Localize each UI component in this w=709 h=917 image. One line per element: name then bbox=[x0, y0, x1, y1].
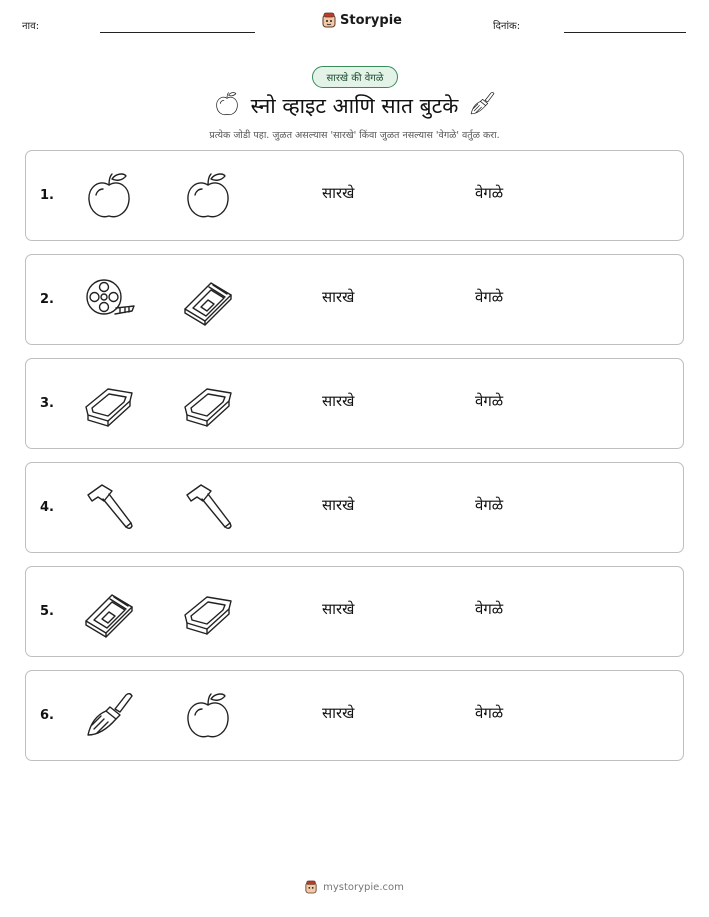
name-line[interactable] bbox=[100, 32, 255, 33]
same-option[interactable]: सारखे bbox=[322, 288, 355, 306]
coffin-icon bbox=[181, 377, 235, 431]
apple-icon bbox=[181, 689, 235, 743]
different-option[interactable]: वेगळे bbox=[475, 288, 504, 306]
question-row-2 bbox=[25, 254, 684, 345]
title-apple-icon bbox=[213, 90, 241, 122]
apple-icon bbox=[181, 169, 235, 223]
page-title: स्नो व्हाइट आणि सात बुटके bbox=[250, 94, 459, 118]
different-option[interactable]: वेगळे bbox=[475, 704, 504, 722]
question-row-3 bbox=[25, 358, 684, 449]
apple-icon bbox=[82, 169, 136, 223]
storypie-mascot-icon bbox=[322, 12, 336, 28]
row-number: 2. bbox=[40, 292, 54, 307]
same-option[interactable]: सारखे bbox=[322, 600, 355, 618]
question-row-6 bbox=[25, 670, 684, 761]
name-label: नाव: bbox=[22, 21, 40, 32]
instructions: प्रत्येक जोडी पहा. जुळत असल्यास 'सारखे' किंवा जुळत नसल्यास 'वेगळे' वर्तुळ करा. bbox=[209, 130, 500, 141]
question-row-4 bbox=[25, 462, 684, 553]
title-brush-icon bbox=[468, 90, 496, 122]
title-row bbox=[0, 90, 709, 122]
same-option[interactable]: सारखे bbox=[322, 496, 355, 514]
footer-url: mystorypie.com bbox=[323, 881, 404, 893]
row-number: 3. bbox=[40, 396, 54, 411]
brand-name: Storypie bbox=[340, 12, 402, 28]
date-label: दिनांक: bbox=[493, 21, 521, 32]
same-option[interactable]: सारखे bbox=[322, 392, 355, 410]
coffin-icon bbox=[181, 585, 235, 639]
question-row-5 bbox=[25, 566, 684, 657]
same-option[interactable]: सारखे bbox=[322, 704, 355, 722]
hammer-icon bbox=[82, 481, 136, 535]
different-option[interactable]: वेगळे bbox=[475, 496, 504, 514]
different-option[interactable]: वेगळे bbox=[475, 184, 504, 202]
coffin-icon bbox=[82, 377, 136, 431]
mousetrap-icon bbox=[82, 585, 136, 639]
hammer-icon bbox=[181, 481, 235, 535]
question-row-1 bbox=[25, 150, 684, 241]
different-option[interactable]: वेगळे bbox=[475, 392, 504, 410]
row-number: 4. bbox=[40, 500, 54, 515]
different-option[interactable]: वेगळे bbox=[475, 600, 504, 618]
footer bbox=[0, 880, 709, 894]
same-option[interactable]: सारखे bbox=[322, 184, 355, 202]
mousetrap-icon bbox=[181, 273, 235, 327]
date-line[interactable] bbox=[564, 32, 686, 33]
film-reel-icon bbox=[82, 273, 136, 327]
category-badge: सारखे की वेगळे bbox=[312, 66, 398, 88]
row-number: 5. bbox=[40, 604, 54, 619]
row-number: 6. bbox=[40, 708, 54, 723]
storypie-mascot-icon bbox=[305, 880, 317, 894]
brand-logo bbox=[322, 12, 402, 28]
row-number: 1. bbox=[40, 188, 54, 203]
brush-icon bbox=[82, 689, 136, 743]
